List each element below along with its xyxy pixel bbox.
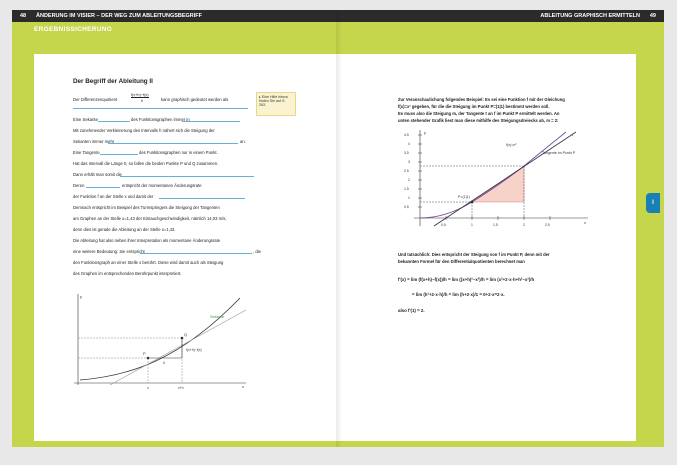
y-tick-5: 2 — [408, 178, 410, 182]
derivation-intro-1: Und tatsächlich: Dies entspricht der Steigung von f im Punkt P, denn mit der — [398, 252, 550, 257]
right-p-label: P=(1|1) — [458, 195, 470, 199]
text-line-2a: Eine Sekante — [73, 117, 98, 122]
right-y-label: y — [424, 130, 426, 135]
fraction-denominator: h — [141, 99, 144, 103]
y-tick-0: 4,5 — [404, 133, 409, 137]
y-tick-8: 0,5 — [404, 205, 409, 209]
hint-note — [256, 92, 296, 116]
background-top-right — [338, 22, 636, 54]
hint-note-text: Eine Hilfe hierzu finden Sie auf S. 263. — [259, 95, 288, 107]
blank-3[interactable] — [182, 117, 240, 122]
left-point-p — [147, 357, 150, 360]
blank-7[interactable] — [86, 183, 120, 188]
left-xh-tick: x+h — [178, 386, 184, 390]
x-tick-3: 2 — [523, 223, 525, 227]
header-title-left: ÄNDERUNG IM VISIER – DER WEG ZUM ABLEITUNGSBEGRIFF — [36, 13, 203, 19]
tangent-graph — [396, 126, 596, 230]
intro-line-2: f(x)=x² gegeben, für die die Steigung im Punkt P=(1|1) bestimmt werden soll. — [398, 104, 550, 109]
secant-label: Sekante — [210, 315, 224, 319]
text-line-5a: Eine Tangente — [73, 150, 100, 155]
left-heading: Der Begriff der Ableitung II — [73, 78, 153, 85]
text-line-4b: an. — [240, 139, 246, 144]
text-line-1b: kann graphisch gedeutet werden als — [161, 97, 229, 102]
left-x-label: x — [242, 384, 244, 389]
blank-8[interactable] — [159, 194, 245, 199]
blank-1[interactable] — [73, 104, 248, 109]
conclusion: also f'(1) = 2. — [398, 308, 425, 313]
text-line-4a: Sekanten immer mehr — [73, 139, 115, 144]
formula-line-2: = lim (h²+2·x·h)/h = lim (h+2·x)/1 = 0+2·x=2·x. — [412, 292, 505, 297]
text-line-7: Dann erhält man somit die — [73, 172, 122, 177]
y-tick-3: 3 — [408, 160, 410, 164]
formula-line-1: f'(x) = lim (f(x+h)−f(x))/h = lim ((x+h)²−x²)/h = lim (x²+2·x·h+h²−x²)/h — [398, 277, 535, 282]
blank-5[interactable] — [100, 150, 138, 155]
intro-line-1: Zur Veranschaulichung folgendes Beispiel: Es sei eine Funktion f mit der Gleichung — [398, 97, 565, 102]
y-tick-6: 1,5 — [404, 187, 409, 191]
page-header-right — [338, 10, 664, 22]
x-tick-2: 1,5 — [493, 223, 498, 227]
blank-4[interactable] — [108, 139, 238, 144]
blank-9[interactable] — [140, 249, 252, 254]
text-line-8a: Deren — [73, 183, 85, 188]
background-top-left — [12, 35, 338, 54]
parabola-curve — [420, 132, 566, 218]
fx-label: f(x)=x² — [506, 143, 517, 147]
text-line-12: denn dies ist gerade die Ableitung an der Stelle x=1,43. — [73, 227, 176, 232]
right-point-p — [471, 201, 474, 204]
page-number-left: 48 — [20, 13, 27, 19]
x-tick-4: 2,5 — [545, 223, 550, 227]
text-line-16: des Graphen im entsprechenden Berührpunkt interpretiert. — [73, 271, 182, 276]
left-p-label: P — [143, 351, 146, 356]
left-x-tick: x — [147, 386, 149, 390]
left-function-curve — [80, 298, 240, 380]
text-line-9: der Funktion f an der Stelle x und damit der — [73, 194, 154, 199]
text-line-15: den Funktionsgraph an einer Stelle x berührt. Diese wird damit auch als Steigung — [73, 260, 224, 265]
text-line-8b: entspricht der momentanen Änderungsrate — [122, 183, 202, 188]
page-gutter — [336, 10, 342, 447]
background-bottom-left — [12, 441, 338, 447]
text-line-2b: des Funktionsgraphen immer in — [131, 117, 190, 122]
text-line-1a: Der Differenzenquotient — [73, 97, 118, 102]
y-tick-1: 4 — [408, 142, 410, 146]
header-title-right: ABLEITUNG GRAPHISCH ERMITTELN — [540, 13, 640, 19]
left-fxh-label: f(x+h)−f(x) — [186, 348, 202, 352]
t-label: t — [572, 132, 574, 137]
tangent-label: Tangente im Punkt P — [542, 151, 576, 155]
text-line-13: Die Ableitung hat also neben ihrer Interpretation als momentane Änderungsrate — [73, 238, 221, 243]
page-header-left — [12, 10, 338, 22]
text-line-11: am Graphen an der Stelle x=1,43 der Eintauchgeschwindigkeit, nämlich 14,03 m/s, — [73, 216, 227, 221]
left-q-label: Q — [184, 332, 188, 337]
text-line-3: Mit zunehmender Verkleinerung des Intervalls h nähert sich die Steigung der — [73, 128, 215, 133]
text-line-10: Demnach entspricht im Beispiel des Turmspringers die Steigung der Tangenten — [73, 205, 220, 210]
fraction-numerator: f(x+h)−f(x) — [131, 93, 149, 97]
background-bottom-right — [338, 441, 664, 447]
text-line-5b: des Funktionsgraphen nur in einem Punkt. — [139, 150, 218, 155]
x-tick-1: 1 — [471, 223, 473, 227]
x-tick-0: 0,5 — [441, 223, 446, 227]
left-h-label: h — [163, 361, 165, 365]
y-tick-2: 3,5 — [404, 151, 409, 155]
blank-2[interactable] — [98, 117, 130, 122]
derivation-intro-2: bekannten Formel für den Differentialquotienten berechnet man — [398, 259, 525, 264]
left-y-label: y — [80, 294, 82, 299]
background-right — [636, 22, 664, 447]
y-tick-4: 2,5 — [404, 169, 409, 173]
text-line-6: Hat das Intervall die Länge 0, so fallen die beiden Punkte P und Q zusammen. — [73, 161, 219, 166]
section-title: ERGEBNISSICHERUNG — [34, 26, 113, 33]
page-number-right: 49 — [649, 13, 656, 19]
intro-line-4: unten stehender Grafik liest man diese mithilfe des Steigungsdreiecks ab, m = 2: — [398, 118, 559, 123]
tangent-line — [434, 132, 576, 226]
text-line-14a: eine weitere Bedeutung: Sie entspricht — [73, 249, 145, 254]
chapter-tab[interactable]: I — [646, 193, 660, 213]
blank-6[interactable] — [120, 172, 254, 177]
right-x-label: x — [584, 220, 586, 225]
text-line-14b: , die — [253, 249, 261, 254]
left-point-q — [181, 337, 184, 340]
left-secant-line — [110, 310, 246, 385]
hint-arrow-icon: ▸ — [259, 95, 262, 99]
secant-graph — [70, 290, 250, 390]
background-left — [12, 22, 34, 447]
intro-line-3: Es muss also die Steigung m, der Tangente t an f im Punkt P ermittelt werden. An — [398, 111, 560, 116]
y-tick-7: 1 — [408, 196, 410, 200]
